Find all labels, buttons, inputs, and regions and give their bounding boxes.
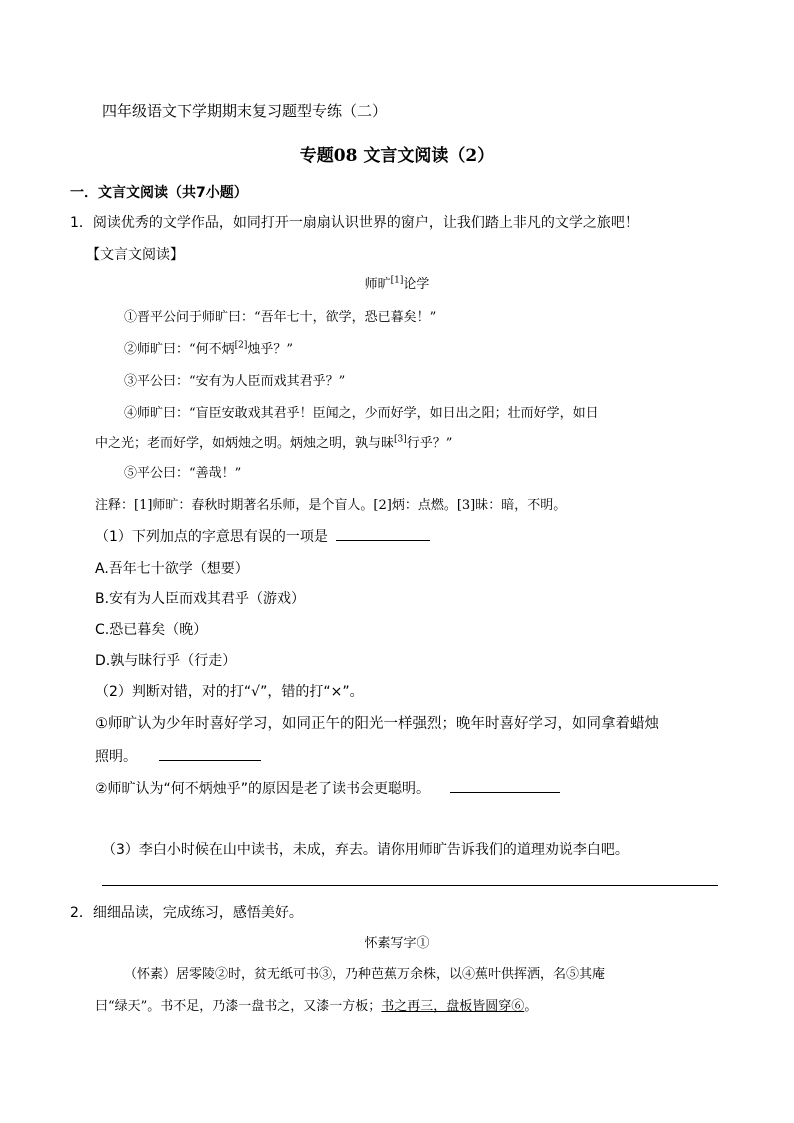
passage-paragraph-2: ②师旷曰：“何不炳[2]烛乎？” [124, 340, 294, 357]
footnote-marker: [1] [390, 275, 404, 286]
question-2-stem: 2．细细品读，完成练习，感悟美好。 [70, 905, 303, 921]
document-title: 专题08 文言文阅读（2） [299, 146, 495, 166]
option-b: B.安有为人臣而戏其君乎（游戏） [95, 591, 306, 607]
answer-blank[interactable] [450, 791, 560, 793]
underlined-sentence: 书之再三，盘板皆圆穿⑥ [381, 999, 525, 1014]
answer-line[interactable] [102, 885, 718, 886]
passage-paragraph-3: ③平公曰：“安有为人臣而戏其君乎？” [124, 374, 346, 389]
sub-question-2-prompt: （2）判断对错，对的打“√”，错的打“×”。 [95, 684, 364, 700]
passage-paragraph-1: ①晋平公问于师旷曰：“吾年七十，欲学，恐已暮矣！” [124, 310, 437, 325]
question-1-tag: 【文言文阅读】 [86, 247, 184, 263]
passage-2-line-2: 曰“绿天”。书不足，乃漆一盘书之，又漆一方板；书之再三，盘板皆圆穿⑥。 [95, 999, 538, 1014]
sub-question-3-prompt: （3）李白小时候在山中读书，未成，弃去。请你用师旷告诉我们的道理劝说李白吧。 [102, 842, 629, 858]
passage-paragraph-4-line-2: 中之光；老而好学，如炳烛之明。炳烛之明，孰与昧[3]行乎？” [95, 434, 453, 451]
option-a: A.吾年七十欲学（想要） [95, 561, 249, 577]
option-d: D.孰与昧行乎（行走） [95, 653, 237, 669]
question-1-stem: 1．阅读优秀的文学作品，如同打开一扇扇认识世界的窗户，让我们踏上非凡的文学之旅吧！ [70, 215, 639, 231]
section-heading: 一．文言文阅读（共7小题） [70, 185, 248, 201]
passage-title: 师旷[1]论学 [364, 275, 430, 292]
sub-question-1-prompt: （1）下列加点的字意思有误的一项是 [95, 530, 430, 544]
document-subtitle: 四年级语文下学期期末复习题型专练（二） [102, 102, 388, 120]
option-c: C.恐已暮矣（晚） [95, 622, 208, 638]
footnote-marker: [2] [234, 340, 248, 351]
passage-2-title: 怀素写字① [364, 936, 430, 951]
passage-paragraph-5: ⑤平公曰：“善哉！” [124, 466, 242, 481]
judgement-item-1-line-2: 照明。 [95, 750, 261, 764]
passage-paragraph-4-line-1: ④师旷曰：“盲臣安敢戏其君乎！臣闻之，少而好学，如日出之阳；壮而好学，如日 [124, 406, 599, 421]
passage-notes: 注释：[1]师旷：春秋时期著名乐师，是个盲人。[2]炳：点燃。[3]昧：暗，不明。 [95, 498, 567, 513]
judgement-item-2: ②师旷认为“何不炳烛乎”的原因是老了读书会更聪明。 [95, 782, 560, 796]
judgement-item-1-line-1: ①师旷认为少年时喜好学习，如同正午的阳光一样强烈；晚年时喜好学习，如同拿着蜡烛 [95, 716, 659, 732]
answer-blank[interactable] [159, 759, 261, 761]
footnote-marker: [3] [394, 434, 407, 445]
passage-2-line-1: （怀素）居零陵②时，贫无纸可书③，乃种芭蕉万余株，以④蕉叶供挥洒，名⑤其庵 [124, 967, 606, 982]
answer-blank[interactable] [336, 539, 430, 541]
